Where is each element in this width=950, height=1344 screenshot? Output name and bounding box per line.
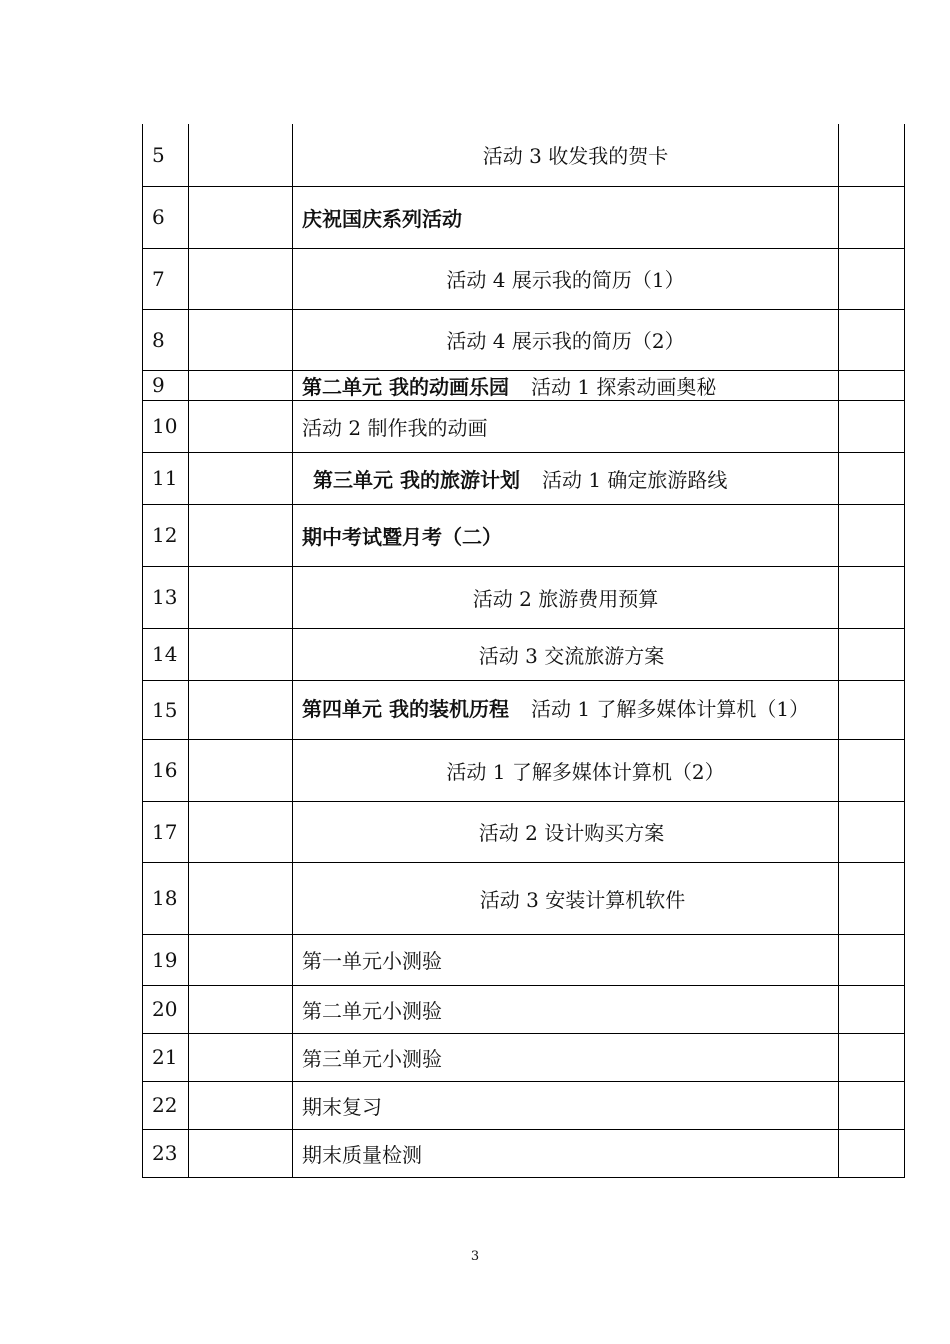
- empty-cell: [189, 309, 293, 370]
- row-number: 9: [143, 370, 189, 400]
- empty-cell: [839, 1081, 905, 1129]
- row-number: 15: [143, 680, 189, 739]
- empty-cell: [839, 1129, 905, 1177]
- row-content: [293, 1033, 839, 1081]
- empty-cell: [839, 680, 905, 739]
- row-text: 活动 1 确定旅游路线: [541, 467, 728, 492]
- row-content: [293, 370, 839, 400]
- row-title: 第二单元 我的动画乐园: [302, 374, 509, 399]
- table-row: [143, 934, 905, 985]
- row-number: 11: [143, 452, 189, 504]
- row-number: 10: [143, 400, 189, 452]
- table-row: [143, 248, 905, 309]
- table-row: [143, 400, 905, 452]
- table-row: [143, 739, 905, 801]
- empty-cell: [839, 452, 905, 504]
- empty-cell: [189, 1129, 293, 1177]
- row-number: 7: [143, 248, 189, 309]
- row-content: [293, 1129, 839, 1177]
- row-content: [293, 452, 839, 504]
- table-row: [143, 504, 905, 566]
- row-number: 20: [143, 985, 189, 1033]
- empty-cell: [839, 985, 905, 1033]
- row-number: 19: [143, 934, 189, 985]
- row-number: 18: [143, 862, 189, 934]
- row-text: 活动 1 探索动画奥秘: [530, 374, 717, 399]
- row-number: 12: [143, 504, 189, 566]
- row-content: [293, 248, 839, 309]
- table-row: [143, 309, 905, 370]
- empty-cell: [189, 400, 293, 452]
- row-number: 5: [143, 124, 189, 186]
- table-row: [143, 1081, 905, 1129]
- empty-cell: [839, 934, 905, 985]
- empty-cell: [839, 309, 905, 370]
- empty-cell: [839, 566, 905, 628]
- row-text: 活动 4 展示我的简历（1）: [446, 268, 685, 292]
- empty-cell: [839, 370, 905, 400]
- row-number: 16: [143, 739, 189, 801]
- row-content: [293, 739, 839, 801]
- empty-cell: [839, 739, 905, 801]
- row-content: [293, 1081, 839, 1129]
- row-content: [293, 680, 839, 739]
- table-row: [143, 124, 905, 186]
- empty-cell: [189, 628, 293, 680]
- row-content: [293, 934, 839, 985]
- row-text: 活动 3 交流旅游方案: [478, 643, 665, 668]
- empty-cell: [839, 504, 905, 566]
- page-number: 3: [470, 1249, 480, 1264]
- empty-cell: [839, 801, 905, 862]
- row-text: 第一单元小测验: [302, 949, 442, 973]
- row-text: 第三单元小测验: [302, 1046, 442, 1071]
- row-text: 活动 1 了解多媒体计算机（1）: [530, 697, 810, 721]
- empty-cell: [189, 504, 293, 566]
- row-content: [293, 862, 839, 934]
- empty-cell: [189, 452, 293, 504]
- schedule-table: [142, 124, 905, 1178]
- table-row: [143, 1129, 905, 1177]
- empty-cell: [189, 801, 293, 862]
- empty-cell: [839, 186, 905, 248]
- empty-cell: [839, 124, 905, 186]
- row-content: [293, 186, 839, 248]
- row-content: [293, 566, 839, 628]
- row-content: [293, 124, 839, 186]
- row-number: 13: [143, 566, 189, 628]
- row-title: 第三单元 我的旅游计划: [313, 467, 520, 492]
- empty-cell: [189, 124, 293, 186]
- row-text: 活动 2 制作我的动画: [302, 415, 488, 440]
- row-title: 期中考试暨月考（二）: [302, 524, 502, 549]
- row-text: 活动 1 了解多媒体计算机（2）: [446, 759, 725, 784]
- empty-cell: [189, 680, 293, 739]
- empty-cell: [839, 628, 905, 680]
- row-text: 活动 4 展示我的简历（2）: [446, 329, 685, 353]
- empty-cell: [839, 862, 905, 934]
- row-number: 17: [143, 801, 189, 862]
- row-title: 第四单元 我的装机历程: [302, 697, 509, 721]
- table-row: [143, 801, 905, 862]
- table-row: [143, 680, 905, 739]
- table-row: [143, 628, 905, 680]
- table-row: [143, 566, 905, 628]
- row-content: [293, 985, 839, 1033]
- empty-cell: [839, 248, 905, 309]
- row-number: 8: [143, 309, 189, 370]
- row-content: [293, 309, 839, 370]
- row-title: 庆祝国庆系列活动: [302, 206, 462, 231]
- row-text: 期末复习: [302, 1094, 382, 1119]
- row-content: [293, 628, 839, 680]
- empty-cell: [189, 186, 293, 248]
- empty-cell: [189, 739, 293, 801]
- row-number: 14: [143, 628, 189, 680]
- row-text: 第二单元小测验: [302, 998, 442, 1023]
- empty-cell: [189, 1081, 293, 1129]
- empty-cell: [189, 248, 293, 309]
- row-text: 活动 3 安装计算机软件: [479, 887, 686, 912]
- table-row: [143, 862, 905, 934]
- row-text: 期末质量检测: [302, 1142, 422, 1167]
- row-number: 21: [143, 1033, 189, 1081]
- row-number: 23: [143, 1129, 189, 1177]
- table-row: [143, 452, 905, 504]
- row-number: 22: [143, 1081, 189, 1129]
- empty-cell: [189, 1033, 293, 1081]
- row-number: 6: [143, 186, 189, 248]
- row-content: [293, 801, 839, 862]
- empty-cell: [839, 400, 905, 452]
- empty-cell: [189, 370, 293, 400]
- empty-cell: [189, 985, 293, 1033]
- table-row: [143, 186, 905, 248]
- empty-cell: [839, 1033, 905, 1081]
- row-text: 活动 3 收发我的贺卡: [482, 144, 669, 169]
- empty-cell: [189, 862, 293, 934]
- row-text: 活动 2 设计购买方案: [478, 821, 665, 845]
- row-content: [293, 504, 839, 566]
- empty-cell: [189, 934, 293, 985]
- row-text: 活动 2 旅游费用预算: [472, 586, 659, 611]
- table-row: [143, 985, 905, 1033]
- row-content: [293, 400, 839, 452]
- table-row: [143, 370, 905, 400]
- table-row: [143, 1033, 905, 1081]
- empty-cell: [189, 566, 293, 628]
